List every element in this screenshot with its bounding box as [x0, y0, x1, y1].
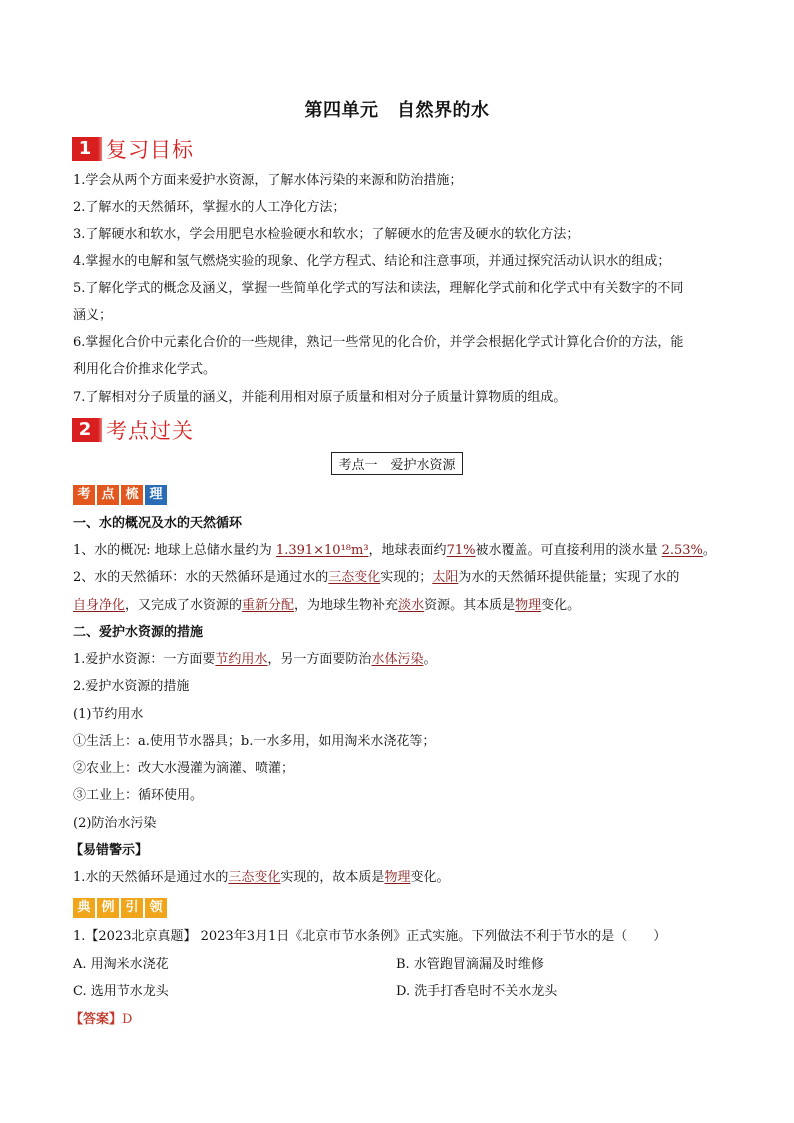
answer-value: D: [122, 1012, 133, 1027]
tag-char: 领: [145, 898, 167, 918]
paragraph-water-cycle: 2、水的天然循环：水的天然循环是通过水的三态变化实现的；太阳为水的天然循环提供能量；实现了水的: [73, 570, 680, 585]
underlined-answer: 物理: [515, 598, 542, 613]
underlined-answer: 自身净化: [73, 598, 126, 613]
tag-char: 例: [97, 898, 119, 918]
underlined-answer: 三态变化: [328, 570, 381, 585]
goal-line: 2.了解水的天然循环，掌握水的人工净化方法；: [73, 200, 346, 215]
goal-line: 1.学会从两个方面来爱护水资源，了解水体污染的来源和防治措施；: [73, 173, 463, 188]
section-header-exam-points: [72, 416, 194, 444]
paragraph-water-cycle-cont: 自身净化，又完成了水资源的重新分配，为地球生物补充淡水资源。其本质是物理变化。: [73, 598, 581, 613]
page-title: 第四单元 自然界的水: [304, 100, 490, 121]
topic-title: 考点一 爱护水资源: [331, 452, 462, 475]
underlined-answer: 太阳: [432, 570, 459, 585]
section-number-badge: 1: [72, 137, 98, 161]
goal-line: 3.了解硬水和软水，学会用肥皂水检验硬水和软水；了解硬水的危害及硬水的软化方法；: [73, 227, 580, 242]
goal-line: 涵义；: [73, 308, 113, 323]
goal-line: 5.了解化学式的概念及涵义，掌握一些简单化学式的写法和读法，理解化学式前和化学式中有关数字的不同: [73, 281, 684, 296]
section-label: 考点过关: [106, 419, 194, 443]
tag-dianli-yinling: [73, 898, 167, 918]
underlined-answer: 物理: [384, 870, 411, 885]
underlined-answer: 三态变化: [228, 870, 281, 885]
goal-line: 6.掌握化合价中元素化合价的一些规律，熟记一些常见的化合价，并学会根据化学式计算化合价的方法，能: [73, 335, 684, 350]
underlined-answer: 淡水: [398, 598, 425, 613]
paragraph-protect-water: 1.爱护水资源：一方面要节约用水，另一方面要防治水体污染。: [73, 652, 437, 667]
question-stem: 1.【2023北京真题】 2023年3月1日《北京市节水条例》正式实施。下列做法不利于节水的是（ ）: [73, 929, 667, 944]
heading-water-overview: 一、水的概况及水的天然循环: [73, 516, 243, 531]
warning-text: 1.水的天然循环是通过水的三态变化实现的，故本质是物理变化。: [73, 870, 450, 885]
text-line: (1)节约用水: [73, 707, 144, 722]
heading-protect-water: 二、爱护水资源的措施: [73, 625, 204, 640]
option-a: A. 用淘米水浇花: [73, 957, 169, 972]
text-line: 2.爱护水资源的措施: [73, 679, 190, 694]
text-line: ③工业上：循环使用。: [73, 788, 204, 803]
underlined-answer: 节约用水: [215, 652, 268, 667]
option-d: D. 洗手打香皂时不关水龙头: [396, 984, 558, 999]
underlined-answer: 1.391×10¹⁸m³: [275, 543, 369, 558]
underlined-answer: 重新分配: [242, 598, 295, 613]
underlined-answer: 水体污染: [371, 652, 424, 667]
section-header-review-goals: [72, 135, 194, 163]
section-number-badge: 2: [72, 418, 98, 442]
goal-line: 7.了解相对分子质量的涵义，并能利用相对原子质量和相对分子质量计算物质的组成。: [73, 390, 567, 405]
answer-line: [70, 1011, 132, 1029]
text-line: ①生活上：a.使用节水器具；b.一水多用，如用淘米水浇花等；: [73, 734, 436, 749]
goal-line: 利用化合价推求化学式。: [73, 362, 217, 377]
underlined-answer: 71%: [446, 543, 476, 558]
topic-box: [0, 452, 794, 475]
tag-char: 引: [121, 898, 143, 918]
text-line: ②农业上：改大水漫灌为滴灌、喷灌；: [73, 761, 295, 776]
goal-line: 4.掌握水的电解和氢气燃烧实验的现象、化学方程式、结论和注意事项，并通过探究活动认识水的组成；: [73, 254, 671, 269]
tag-char: 梳: [121, 485, 143, 505]
tag-kaodian-shuli: [73, 485, 167, 505]
answer-label: 【答案】: [70, 1012, 123, 1027]
underlined-answer: 2.53%: [661, 543, 703, 558]
section-label: 复习目标: [106, 138, 194, 162]
warning-title: 【易错警示】: [70, 843, 149, 858]
tag-char: 点: [97, 485, 119, 505]
option-c: C. 选用节水龙头: [73, 984, 169, 999]
option-b: B. 水管跑冒滴漏及时维修: [396, 957, 544, 972]
tag-char: 考: [73, 485, 95, 505]
text-line: (2)防治水污染: [73, 816, 157, 831]
tag-char: 典: [73, 898, 95, 918]
tag-char: 理: [145, 485, 167, 505]
paragraph-water-overview: 1、水的概况: 地球上总储水量约为 1.391×10¹⁸m³，地球表面约71%被水覆盖。可直接利用的淡水量 2.53%。: [73, 543, 716, 558]
